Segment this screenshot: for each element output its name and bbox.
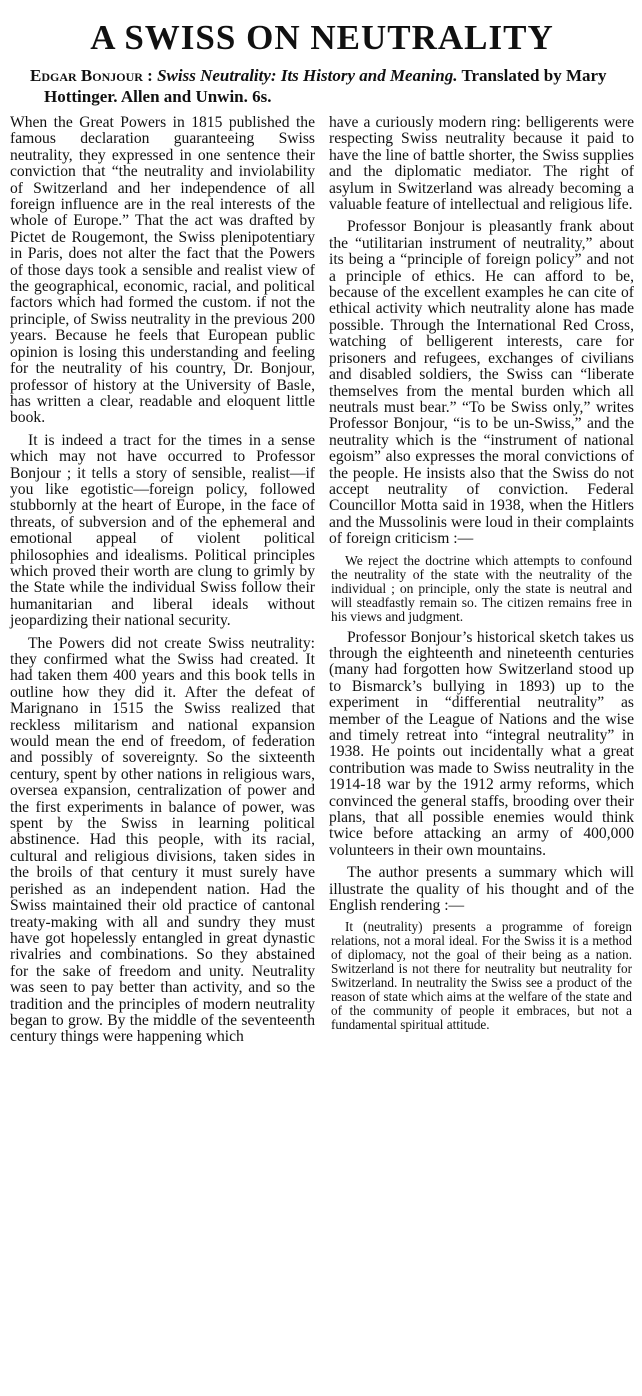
left-column <box>10 115 315 1052</box>
article-body <box>10 115 634 1052</box>
paragraph: The Powers did not create Swiss neutrality: they confirmed what the Swiss had created. It had taken them 400 years and this book tells in outline how they did it. After the defeat of Marignano in 1515 the Swiss realized that reckless militarism and national expansion would mean the end of freedom, of federation and possibly of sovereignty. So the sixteenth century, spent by other nations in religious wars, oversea expansion, centralization of power and the first experiments in balance of power, was spent by the Swiss in learning political abstinence. Had this people, with its racial, cultural and religious divisions, taken sides in the broils of that century it must surely have perished as an independent nation. Had the Swiss maintained their old practice of cantonal treaty-making with all and sundry they must have got hopelessly entangled in great dynastic rivalries and combinations. So they abstained for the sake of freedom and unity. Neutrality was seen to pay better than activity, and so the tradition and the principles of modern neutrality began to grow. By the middle of the seventeenth century things were happening which <box>10 634 315 1046</box>
paragraph: When the Great Powers in 1815 published the famous declaration guaranteeing Swiss neutrality, they expressed in one sentence their conviction that “the neutrality and inviolability of Switzerland and her independence of all foreign influence are in the real interests of the whole of Europe.” That the act was drafted by Pictet de Rougemont, the Swiss plenipotentiary in Paris, does not alter the fact that the Powers of those days took a sensible and realist view of the geographical, economic, racial, and political factors which had formed the custom. if not the principle, of Swiss neutrality in the previous 200 years. Because he feels that European public opinion is losing this understanding and feeling for the neutrality of his country, Dr. Bonjour, professor of history at the University of Basle, has written a clear, readable and eloquent little book. <box>10 114 315 427</box>
paragraph: have a curiously modern ring: belligerents were respecting Swiss neutrality because it paid to have the line of battle shorter, the Swiss supplies and the diplomatic mediator. The right of asylum in Switzerland was already becoming a valuable feature of intellectual and religious life. <box>329 114 634 214</box>
right-column <box>329 115 634 1052</box>
block-quote: It (neutrality) presents a programme of foreign relations, not a moral ideal. For the Swiss it is a method of diplomacy, not the goal of their being as a nation. Switzerland is not there for neutrality but neutrality for Switzerland. In neutrality the Swiss see a product of the reason of state which aims at the welfare of the state and of the community of people it embraces, but not a fundamental spiritual attitude. <box>331 919 632 1033</box>
paragraph: Professor Bonjour’s historical sketch takes us through the eighteenth and nineteenth centuries (many had forgotten how Switzerland stood up to Bismarck’s bullying in 1893) up to the experiment in “differential neutrality” as member of the League of Nations and the wise and timely retreat into “integral neutrality” in 1938. He points out incidentally what a great contribution was made to Swiss neutrality in the 1914-18 war by the 1912 army reforms, which convinced the general staffs, brooding over their plans, that all possible enemies would think twice before attacking an army of 400,000 volunteers in their own mountains. <box>329 628 634 859</box>
book-title: Swiss Neutrality: Its History and Meaning. <box>157 66 458 85</box>
paragraph: The author presents a summary which will illustrate the quality of his thought and of the English rendering :— <box>329 864 634 915</box>
block-quote: We reject the doctrine which attempts to confound the neutrality of the state with the neutrality of the individual ; on principle, only the state is neutral and will steadfastly remain so. The citizen remains free in his views and judgment. <box>331 552 632 624</box>
book-credits: Translated by Mary Hottinger. Allen and Unwin. 6s. <box>44 66 607 106</box>
paragraph: It is indeed a tract for the times in a sense which may not have occurred to Professor Bonjour ; it tells a story of sensible, realist—if you like egotistic—foreign policy, followed stubbornly at the heart of Europe, in the face of threats, of subversion and of the ephemeral and emotional appeal of violent political philosophies and idealisms. Political principles which proved their worth are clung to grimly by the State while the individual Swiss follow their humanitarian and liberal ideals without jeopardizing their national security. <box>10 431 315 630</box>
book-byline <box>30 65 628 107</box>
paragraph: Professor Bonjour is pleasantly frank about the “utilitarian instrument of neutrality,” about its being a “principle of foreign policy” and not a principle of ethics. He can afford to be, because of the excellent examples he can cite of ethical activity which neutrality alone has made possible. Through the International Red Cross, watching of belligerent interests, care for prisoners and refugees, exchanges of civilians and disabled soldiers, the Swiss can “liberate themselves from the mental burden which all neutrals must bear.” “To be Swiss only,” writes Professor Bonjour, “is to be un-Swiss,” and the neutrality which is the “instrument of national egoism” also expresses the moral convictions of the people. He insists also that the Swiss do not accept neutrality of conviction. Federal Councillor Motta said in 1938, when the Hitlers and the Mussolinis were loud in their complaints of foreign criticism :— <box>329 218 634 548</box>
author-name: Edgar Bonjour : <box>30 66 153 85</box>
article-title: A SWISS ON NEUTRALITY <box>90 18 554 57</box>
